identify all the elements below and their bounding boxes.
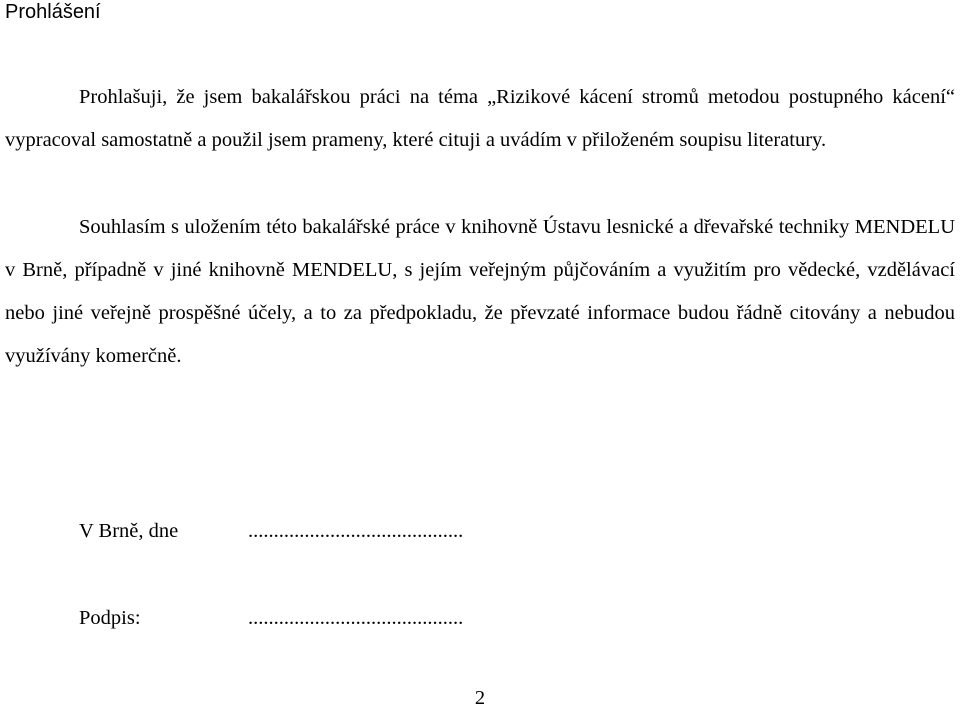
- signature-line: [79, 606, 463, 630]
- page-number: 2: [474, 687, 486, 709]
- page-title: Prohlášení: [5, 1, 101, 23]
- consent-paragraph: Souhlasím s uložením této bakalářské práce v knihovně Ústavu lesnické a dřevařské techniky MENDELU v Brně, případně v jiné knihovně MENDELU, s jejím veřejným půjčováním a využitím pro vědecké, vzdělávací nebo jiné veřejně prospěšné účely, a to za předpokladu, že převzaté informace budou řádně citovány a nebudou využívány komerčně.: [5, 216, 955, 367]
- signature-blank: ..........................................: [248, 607, 464, 629]
- place-date-label: V Brně, dne: [79, 520, 179, 542]
- place-date-line: [79, 519, 463, 543]
- signature-label: Podpis:: [79, 607, 141, 629]
- place-date-blank: ..........................................: [248, 520, 464, 542]
- declaration-paragraph: Prohlašuji, že jsem bakalářskou práci na téma „Rizikové kácení stromů metodou postupného kácení“ vypracoval samostatně a použil jsem prameny, které cituji a uvádím v přiloženém soupisu literatury.: [5, 86, 955, 151]
